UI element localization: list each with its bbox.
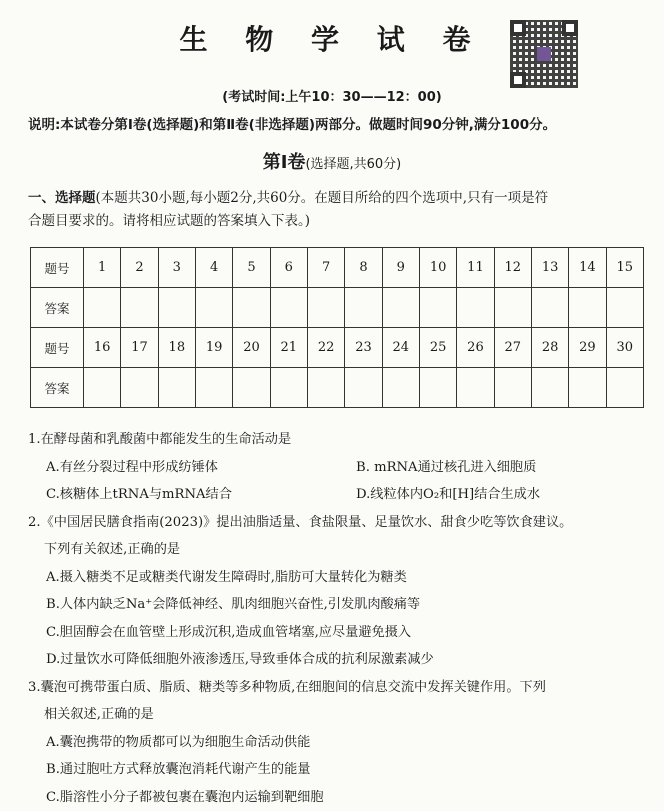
part-one-instructions	[28, 187, 640, 233]
question-number: 17	[121, 328, 158, 368]
question-number: 4	[195, 248, 232, 288]
option-b: B.人体内缺乏Na⁺会降低神经、肌肉细胞兴奋性,引发肌肉酸痛等	[28, 591, 653, 619]
question-number: 1	[84, 248, 121, 288]
answer-cell[interactable]	[606, 288, 643, 328]
question-number: 15	[606, 248, 643, 288]
answer-cell[interactable]	[457, 288, 494, 328]
question-1	[28, 426, 653, 509]
question-number: 6	[270, 248, 307, 288]
question-number: 24	[382, 328, 419, 368]
question-stem-cont: 相关叙述,正确的是	[28, 701, 653, 729]
answer-cell[interactable]	[457, 368, 494, 408]
question-number: 12	[494, 248, 531, 288]
part-one-line1: (本题共30小题,每小题2分,共60分。在题目所给的四个选项中,只有一项是符	[96, 190, 549, 206]
question-number: 8	[345, 248, 382, 288]
answer-cell[interactable]	[307, 368, 344, 408]
part-one-line2: 合题目要求的。请将相应试题的答案填入下表。)	[28, 213, 310, 229]
number-row-2	[31, 328, 644, 368]
question-2	[28, 509, 653, 674]
question-number: 25	[419, 328, 456, 368]
exam-note: 说明:本试卷分第Ⅰ卷(选择题)和第Ⅱ卷(非选择题)两部分。做题时间90分钟,满分100分。	[28, 113, 648, 133]
row-label-number: 题号	[31, 248, 84, 288]
answer-cell[interactable]	[158, 368, 195, 408]
question-number: 22	[307, 328, 344, 368]
section-name: 第Ⅰ卷	[263, 152, 306, 173]
answer-cell[interactable]	[345, 288, 382, 328]
option-a: A.囊泡携带的物质都可以为细胞生命活动供能	[28, 729, 653, 757]
option-c: C.胆固醇会在血管壁上形成沉积,造成血管堵塞,应尽量避免摄入	[28, 619, 653, 647]
question-number: 3	[158, 248, 195, 288]
answer-cell[interactable]	[606, 368, 643, 408]
question-number: 5	[233, 248, 270, 288]
answer-cell[interactable]	[121, 288, 158, 328]
row-label-answer: 答案	[31, 368, 84, 408]
question-number: 19	[195, 328, 232, 368]
number-row-1	[31, 248, 644, 288]
qr-code-icon	[510, 20, 578, 88]
answer-cell[interactable]	[233, 368, 270, 408]
question-stem: 3.囊泡可携带蛋白质、脂质、糖类等多种物质,在细胞间的信息交流中发挥关键作用。下列	[28, 674, 653, 702]
page-title: 生 物 学 试 卷	[0, 18, 664, 58]
option-a: A.摄入糖类不足或糖类代谢发生障碍时,脂肪可大量转化为糖类	[28, 564, 653, 592]
answer-cell[interactable]	[494, 288, 531, 328]
answer-cell[interactable]	[419, 288, 456, 328]
answer-cell[interactable]	[270, 368, 307, 408]
answer-row-2	[31, 368, 644, 408]
answer-cell[interactable]	[233, 288, 270, 328]
question-stem: 2.《中国居民膳食指南(2023)》提出油脂适量、食盐限量、足量饮水、甜食少吃等饮食建议。	[28, 509, 653, 537]
answer-cell[interactable]	[531, 368, 568, 408]
question-number: 13	[531, 248, 568, 288]
answer-cell[interactable]	[84, 288, 121, 328]
question-number: 29	[569, 328, 606, 368]
section-heading	[0, 148, 664, 174]
question-3	[28, 674, 653, 811]
answer-cell[interactable]	[195, 288, 232, 328]
question-number: 30	[606, 328, 643, 368]
answer-cell[interactable]	[270, 288, 307, 328]
part-one-head: 一、选择题	[28, 190, 96, 206]
question-number: 26	[457, 328, 494, 368]
question-number: 9	[382, 248, 419, 288]
answer-cell[interactable]	[307, 288, 344, 328]
question-number: 2	[121, 248, 158, 288]
answer-cell[interactable]	[569, 368, 606, 408]
section-desc: (选择题,共60分)	[305, 157, 401, 172]
answer-cell[interactable]	[382, 368, 419, 408]
row-label-number: 题号	[31, 328, 84, 368]
answer-cell[interactable]	[419, 368, 456, 408]
question-number: 20	[233, 328, 270, 368]
question-number: 11	[457, 248, 494, 288]
question-list	[28, 426, 653, 811]
option-b: B.通过胞吐方式释放囊泡消耗代谢产生的能量	[28, 756, 653, 784]
question-number: 7	[307, 248, 344, 288]
answer-cell[interactable]	[158, 288, 195, 328]
question-number: 27	[494, 328, 531, 368]
option-a: A.有丝分裂过程中形成纺锤体	[28, 454, 338, 482]
option-b: B. mRNA通过核孔进入细胞质	[338, 454, 648, 482]
option-d: D.过量饮水可降低细胞外液渗透压,导致垂体合成的抗利尿激素减少	[28, 646, 653, 674]
answer-cell[interactable]	[382, 288, 419, 328]
answer-cell[interactable]	[195, 368, 232, 408]
question-number: 18	[158, 328, 195, 368]
answer-cell[interactable]	[84, 368, 121, 408]
row-label-answer: 答案	[31, 288, 84, 328]
question-number: 14	[569, 248, 606, 288]
option-d: D.线粒体内O₂和[H]结合生成水	[338, 481, 648, 509]
answer-cell[interactable]	[569, 288, 606, 328]
question-number: 28	[531, 328, 568, 368]
question-stem: 1.在酵母菌和乳酸菌中都能发生的生命活动是	[28, 426, 653, 454]
question-number: 16	[84, 328, 121, 368]
answer-cell[interactable]	[531, 288, 568, 328]
option-c: C.核糖体上tRNA与mRNA结合	[28, 481, 338, 509]
answer-table	[30, 247, 644, 408]
question-number: 21	[270, 328, 307, 368]
option-c: C.脂溶性小分子都被包裹在囊泡内运输到靶细胞	[28, 784, 653, 811]
question-number: 23	[345, 328, 382, 368]
answer-cell[interactable]	[345, 368, 382, 408]
answer-row-1	[31, 288, 644, 328]
exam-time: (考试时间:上午10：30——12：00)	[0, 86, 664, 105]
question-stem-cont: 下列有关叙述,正确的是	[28, 536, 653, 564]
answer-cell[interactable]	[494, 368, 531, 408]
question-number: 10	[419, 248, 456, 288]
answer-cell[interactable]	[121, 368, 158, 408]
